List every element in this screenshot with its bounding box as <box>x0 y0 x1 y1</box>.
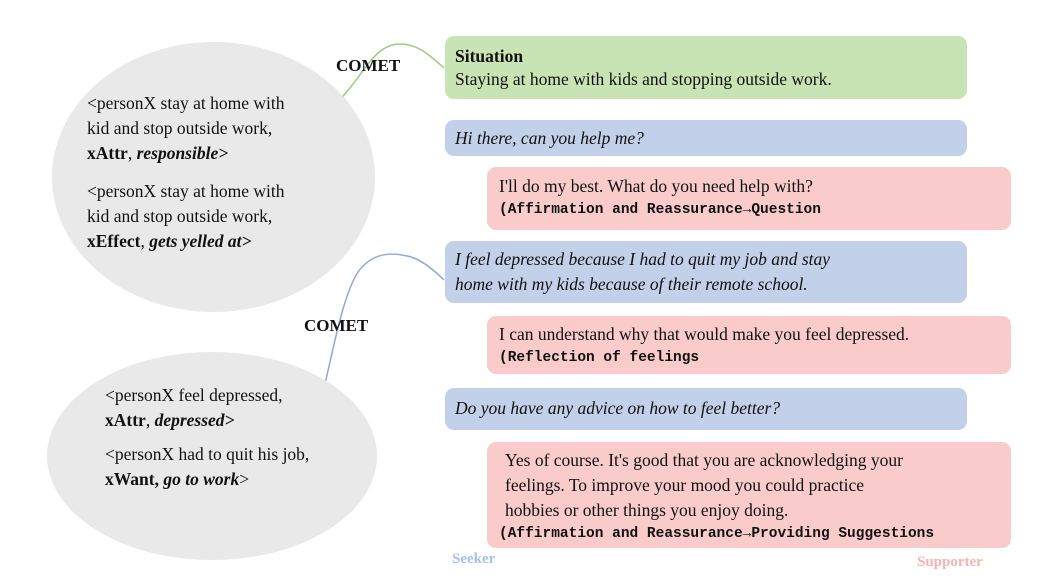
relation-value: gets yelled at> <box>149 231 252 251</box>
supporter-strategy-label: (Affirmation and Reassurance→Question <box>499 202 821 218</box>
comet-label-bottom: COMET <box>304 316 369 335</box>
supporter-strategy-label: (Affirmation and Reassurance→Providing Suggestions <box>499 526 935 542</box>
supporter-message-text: I can understand why that would make you feel depressed. <box>499 324 910 344</box>
supporter-message-2 <box>487 316 1011 374</box>
relation-label: xEffect <box>87 231 141 251</box>
knowledge-line: <personX had to quit his job, <box>105 444 310 464</box>
situation-title: Situation <box>455 46 524 66</box>
seeker-role-label: Seeker <box>452 551 496 567</box>
seeker-message-1: Hi there, can you help me? <box>445 120 967 156</box>
relation-separator: , <box>145 410 155 430</box>
situation-text: Staying at home with kids and stopping outside work. <box>455 69 832 89</box>
knowledge-ellipse-top <box>52 42 375 312</box>
seeker-message-line: home with my kids because of their remote school. <box>455 274 808 294</box>
relation-separator: , <box>140 231 150 251</box>
knowledge-line: kid and stop outside work, <box>87 118 273 138</box>
knowledge-relation-line <box>105 408 283 433</box>
comet-label-top: COMET <box>336 56 401 75</box>
relation-value: go to work <box>163 469 240 489</box>
knowledge-relation-line <box>87 229 284 254</box>
relation-label: xAttr <box>87 143 128 163</box>
relation-close: > <box>239 469 250 489</box>
knowledge-top-item-1 <box>87 91 284 166</box>
seeker-message-3: Do you have any advice on how to feel better? <box>445 388 967 430</box>
knowledge-bottom-item-2 <box>105 442 309 492</box>
supporter-message-line: hobbies or other things you enjoy doing. <box>505 500 789 520</box>
knowledge-line: <personX stay at home with <box>87 181 285 201</box>
knowledge-line: <personX feel depressed, <box>105 385 283 405</box>
supporter-strategy-label: (Reflection of feelings <box>499 350 700 366</box>
relation-value: responsible> <box>136 143 229 163</box>
relation-separator: , <box>127 143 137 163</box>
supporter-message-text: I'll do my best. What do you need help with? <box>499 176 813 196</box>
seeker-message-2 <box>445 241 967 303</box>
knowledge-relation-line <box>87 141 284 166</box>
situation-box <box>445 36 967 99</box>
knowledge-relation-line <box>105 467 309 492</box>
supporter-message-line: feelings. To improve your mood you could practice <box>505 475 865 495</box>
supporter-role-label: Supporter <box>917 554 983 570</box>
relation-value: depressed> <box>154 410 235 430</box>
relation-label: xWant, <box>105 469 159 489</box>
knowledge-bottom-item-1 <box>105 383 283 433</box>
knowledge-line: kid and stop outside work, <box>87 206 273 226</box>
knowledge-line: <personX stay at home with <box>87 93 285 113</box>
supporter-message-3 <box>487 442 1011 548</box>
supporter-message-line: Yes of course. It's good that you are acknowledging your <box>505 450 903 470</box>
supporter-message-1 <box>487 167 1011 230</box>
seeker-message-line: I feel depressed because I had to quit my job and stay <box>455 249 831 269</box>
knowledge-top-item-2 <box>87 179 284 254</box>
relation-label: xAttr <box>105 410 146 430</box>
